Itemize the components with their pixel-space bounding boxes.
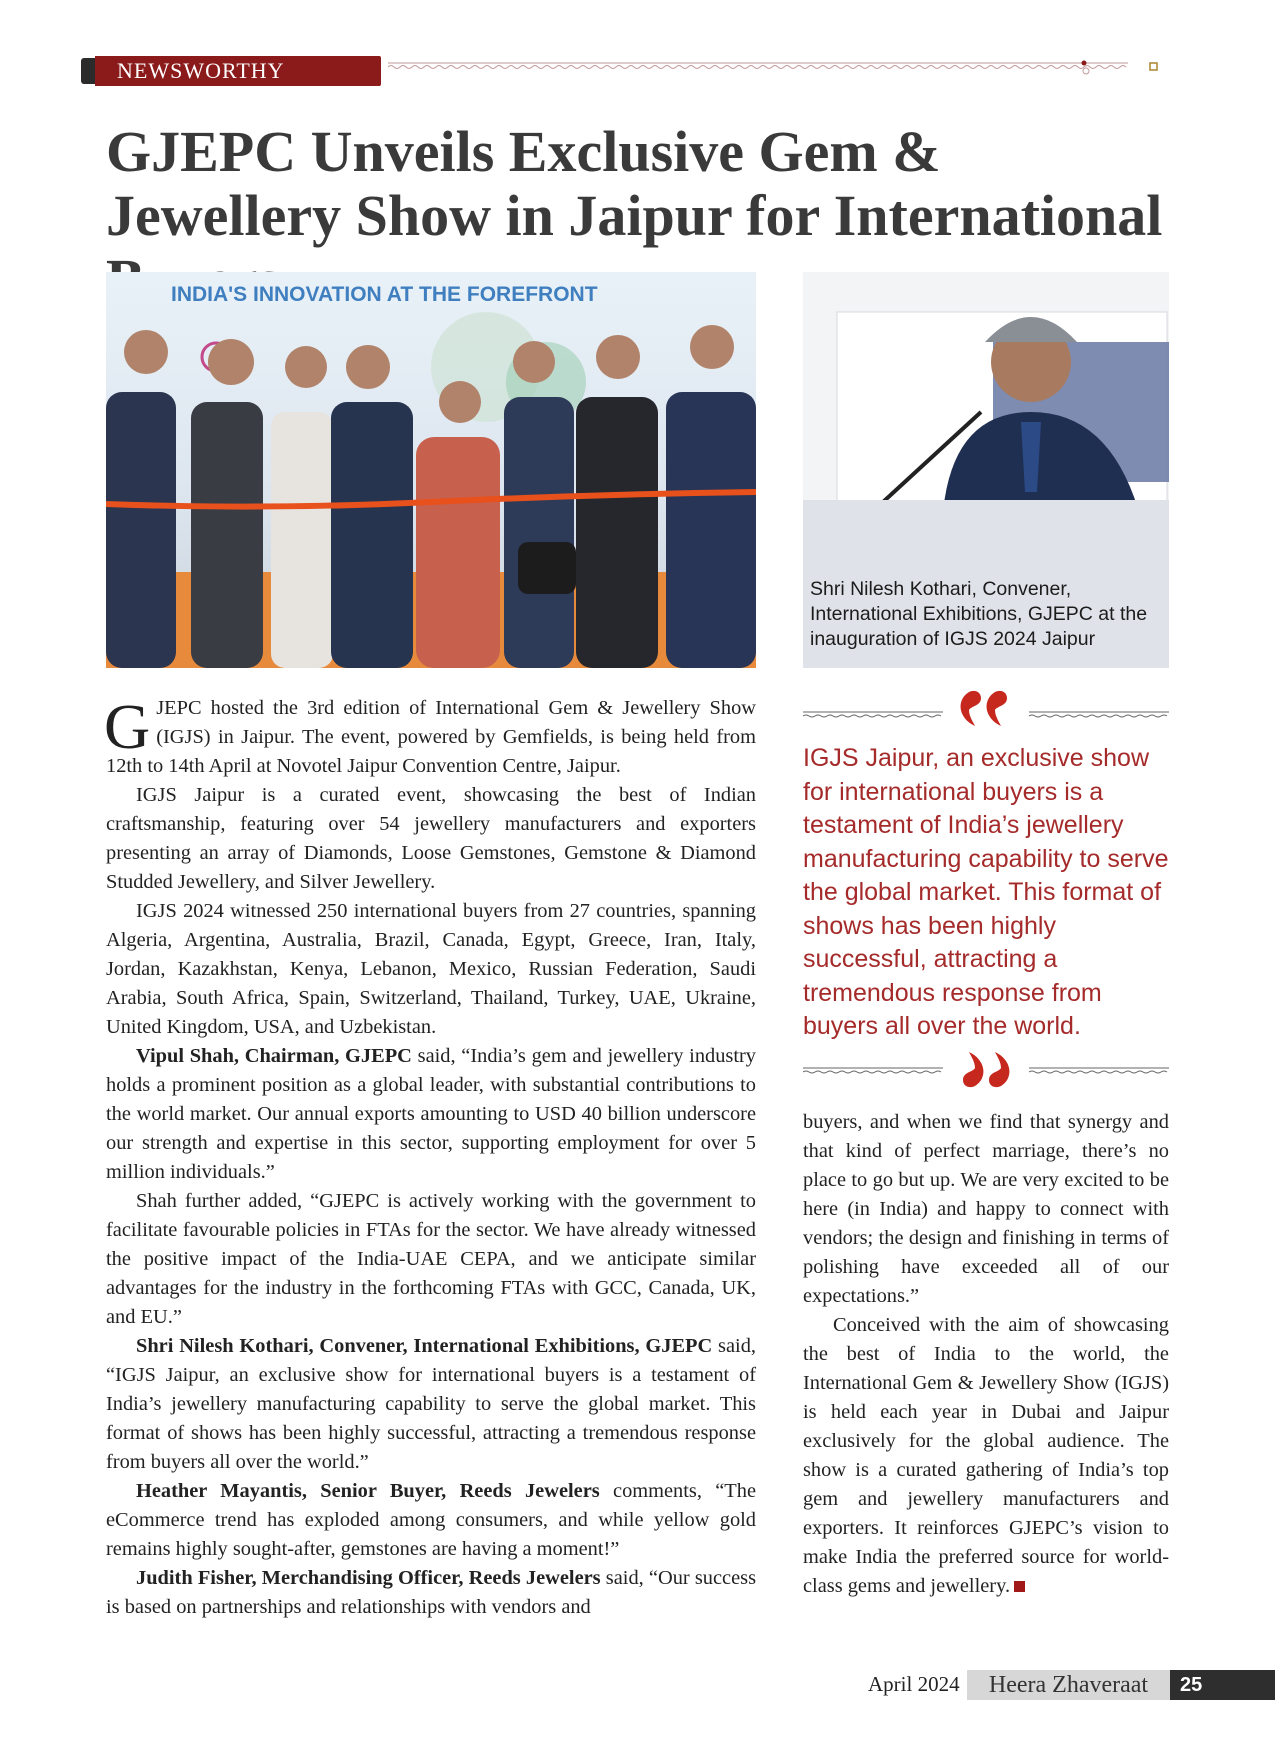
- article-left-column: [104, 691, 757, 1622]
- article-paragraph: [803, 1311, 1169, 1601]
- drop-cap: G: [104, 691, 151, 762]
- speaker-name: Judith Fisher, Merchandising Officer, Reeds Jewelers: [136, 1567, 601, 1589]
- footer-date: April 2024: [868, 1672, 960, 1696]
- publication-name: Heera Zhaveraat: [967, 1670, 1170, 1700]
- speaker-name: Heather Mayantis, Senior Buyer, Reeds Jewelers: [136, 1480, 600, 1502]
- section-tag: NEWSWORTHY: [95, 56, 381, 86]
- paragraph-text: Conceived with the aim of showcasing the best of India to the world, the International Gem & Jewellery Show (IGJS) is held each year in Dubai and Jaipur exclusively for the global audience. The show is a curated gathering of India’s top gem and jewellery manufacturers and exporters. It reinforces GJEPC’s vision to make India the preferred source for world-class gems and jewellery.: [803, 1314, 1169, 1597]
- paragraph-text: said, “Our success is based on partnerships and relationships with vendors and: [106, 1567, 757, 1618]
- paragraph-text: said, “India’s gem and jewellery industry holds a prominent position as a global leader, with substantial contributions to the world market. Our annual exports amounting to USD 40 billion underscore our strength and expertise in this sector, supporting employment for over 5 million individuals.”: [106, 1045, 756, 1183]
- article-paragraph: [106, 1564, 756, 1622]
- end-of-article-icon: [1014, 1581, 1025, 1592]
- article-paragraph: [106, 1477, 756, 1564]
- paragraph-text: comments, “The eCommerce trend has exploded among consumers, and while yellow gold remains highly sought-after, gemstones are having a moment!”: [106, 1480, 756, 1560]
- ribbon-cutting-photo: [106, 272, 756, 668]
- speaker-name: Shri Nilesh Kothari, Convener, International Exhibitions, GJEPC: [136, 1335, 713, 1357]
- speaker-name: Vipul Shah, Chairman, GJEPC: [136, 1045, 412, 1067]
- pull-quote: IGJS Jaipur, an exclusive show for international buyers is a testament of India’s jewellery manufacturing capability to serve the global market. This format of shows has been highly successful, attracting a tremendous response from buyers all over the world.: [803, 744, 1169, 1040]
- section-tag-cap: [81, 58, 95, 84]
- headline: GJEPC Unveils Exclusive Gem & Jewellery Show in Jaipur for International: [106, 119, 1163, 248]
- article-paragraph: buyers, and when we find that synergy and that kind of perfect marriage, there’s no place to go but up. We are very excited to be here (in India) and happy to connect with vendors; the design and finishing in terms of polishing have exceeded all of our expectations.”: [803, 1111, 1169, 1307]
- article-paragraph: Shah further added, “GJEPC is actively working with the government to facilitate favourable policies in FTAs for the sector. We have already witnessed the positive impact of the India-UAE CEPA, and we anticipate similar advantages for the industry in the forthcoming FTAs with GCC, Canada, UK, and EU.”: [106, 1190, 756, 1328]
- paragraph-text: JEPC hosted the 3rd edition of International Gem & Jewellery Show (IGJS) in Jaipur. The event, powered by Gemfields, is being held from 12th to 14th April at Novotel Jaipur Convention Centre, Jaipur.: [106, 697, 756, 777]
- photo-banner-text: INDIA'S INNOVATION AT THE FOREFRONT: [171, 283, 598, 306]
- article-paragraph: IGJS Jaipur is a curated event, showcasing the best of Indian craftsmanship, featuring over 54 jewellery manufacturers and exporters presenting an array of Diamonds, Loose Gemstones, Gemstone & Diamond Studded Jewellery, and Silver Jewellery.: [106, 784, 756, 893]
- article-paragraph: [106, 1042, 756, 1187]
- article-right-column: [803, 1108, 1169, 1601]
- page-number: 25: [1180, 1674, 1203, 1696]
- close-quote-icon: [803, 1048, 1169, 1092]
- open-quote-icon: [803, 686, 1169, 730]
- article-paragraph: IGJS 2024 witnessed 250 international buyers from 27 countries, spanning Algeria, Argentina, Australia, Brazil, Canada, Egypt, Greece, Iran, Italy, Jordan, Kazakhstan, Kenya, Lebanon, Mexico, Russian Federation, Saudi Arabia, South Africa, Spain, Switzerland, Thailand, Turkey, UAE, Ukraine, United Kingdom, USA, and Uzbekistan.: [106, 900, 756, 1038]
- article-paragraph: [104, 691, 756, 781]
- photo-caption: Shri Nilesh Kothari, Convener, International Exhibitions, GJEPC at the inauguration of IGJS 2024 Jaipur: [810, 578, 1148, 650]
- article-paragraph: [106, 1332, 756, 1477]
- section-rule: [388, 60, 1158, 76]
- paragraph-text: said, “IGJS Jaipur, an exclusive show for international buyers is a testament of India’s jewellery manufacturing capability to serve the global market. This format of shows has been highly successful, attracting a tremendous response from buyers all over the world.”: [106, 1335, 757, 1473]
